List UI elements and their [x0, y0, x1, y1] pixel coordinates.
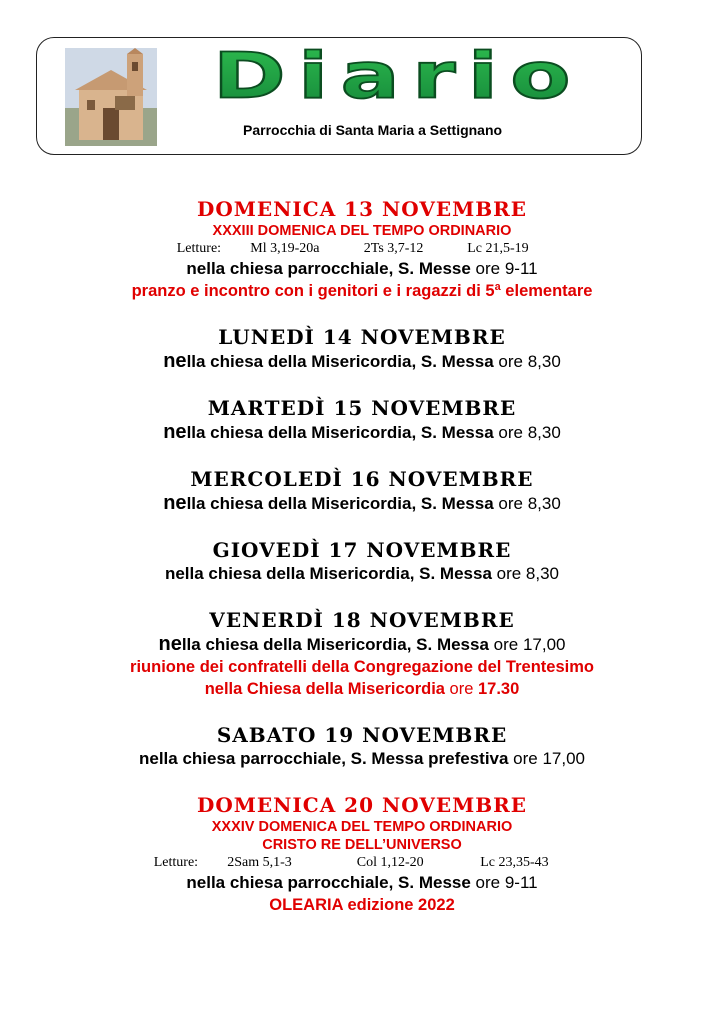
mass-place: nella chiesa parrocchiale, S. Messe: [186, 259, 471, 278]
mass-time: ore 8,30: [493, 352, 561, 371]
parish-name: Parrocchia di Santa Maria a Settignano: [243, 122, 503, 138]
mass-prefix: ne: [158, 633, 182, 655]
schedule: [0, 196, 724, 938]
day-date: GIOVEDÌ 17 NOVEMBRE: [212, 538, 512, 562]
mass-time: ore 8,30: [491, 564, 560, 583]
day-date: MARTEDÌ 15 NOVEMBRE: [207, 396, 517, 420]
mass-line: [0, 258, 724, 280]
event-note: riunione dei confratelli della Congregazione del Trentesimo: [130, 658, 594, 676]
diario-logo: [183, 40, 613, 112]
day-block: [0, 537, 724, 585]
mass-place: lla chiesa della Misericordia, S. Messa: [186, 494, 494, 513]
header-box: [36, 37, 642, 155]
liturgy-title: XXXIV DOMENICA DEL TEMPO ORDINARIO: [211, 819, 513, 835]
mass-line: [0, 421, 724, 444]
day-block: [0, 324, 724, 373]
mass-time: ore 17,00: [488, 635, 566, 654]
logo-text: Diario: [213, 40, 583, 112]
day-date: MERCOLEDÌ 16 NOVEMBRE: [190, 467, 534, 491]
event-note-place: [0, 678, 724, 700]
day-date: DOMENICA 13 NOVEMBRE: [197, 197, 527, 221]
day-date: LUNEDÌ 14 NOVEMBRE: [218, 325, 506, 349]
reading-1: 2Sam 5,1-3: [227, 855, 292, 870]
mass-time: ore 17,00: [508, 749, 586, 768]
mass-line: [0, 633, 724, 656]
mass-place: lla chiesa della Misericordia, S. Messa: [186, 352, 494, 371]
reading-3: Lc 23,35-43: [480, 855, 549, 870]
day-date: DOMENICA 20 NOVEMBRE: [197, 793, 527, 817]
mass-place: nella chiesa della Misericordia, S. Messa: [164, 564, 492, 583]
readings: [0, 854, 724, 872]
reading-2: Col 1,12-20: [356, 855, 424, 870]
readings-label: Letture:: [176, 241, 222, 256]
day-block: [0, 395, 724, 444]
readings-label: Letture:: [153, 855, 199, 870]
mass-prefix: ne: [163, 421, 187, 443]
mass-prefix: ne: [163, 350, 187, 372]
event-note: OLEARIA edizione 2022: [269, 896, 455, 914]
day-date: SABATO 19 NOVEMBRE: [216, 723, 508, 747]
liturgy-subtitle: CRISTO RE DELL’UNIVERSO: [262, 837, 462, 853]
mass-place: nella chiesa parrocchiale, S. Messa prefestiva: [138, 749, 509, 768]
mass-prefix: ne: [163, 492, 187, 514]
readings: [0, 240, 724, 258]
event-place: nella Chiesa della Misericordia: [204, 680, 445, 698]
reading-3: Lc 21,5-19: [467, 241, 529, 256]
day-date: VENERDÌ 18 NOVEMBRE: [209, 608, 515, 632]
reading-1: Ml 3,19-20a: [250, 241, 320, 256]
mass-line: [0, 492, 724, 515]
day-block: [0, 792, 724, 916]
mass-line: [0, 748, 724, 770]
mass-time: ore 8,30: [493, 423, 561, 442]
day-block: [0, 196, 724, 302]
mass-line: [0, 872, 724, 894]
church-illustration: [65, 48, 157, 146]
day-block: [0, 722, 724, 770]
event-note: pranzo e incontro con i genitori e i ragazzi di 5ª elementare: [131, 282, 593, 300]
mass-time: ore 8,30: [493, 494, 561, 513]
mass-line: [0, 350, 724, 373]
mass-time: ore 9-11: [470, 259, 538, 278]
mass-time: ore 9-11: [470, 873, 538, 892]
liturgy-title: XXXIII DOMENICA DEL TEMPO ORDINARIO: [212, 223, 512, 239]
day-block: [0, 607, 724, 700]
event-ore: ore: [444, 680, 478, 698]
mass-line: [0, 563, 724, 585]
reading-2: 2Ts 3,7-12: [363, 241, 424, 256]
mass-place: lla chiesa della Misericordia, S. Messa: [186, 423, 494, 442]
event-time: 17.30: [478, 680, 520, 698]
mass-place: lla chiesa della Misericordia, S. Messa: [181, 635, 489, 654]
day-block: [0, 466, 724, 515]
mass-place: nella chiesa parrocchiale, S. Messe: [186, 873, 471, 892]
